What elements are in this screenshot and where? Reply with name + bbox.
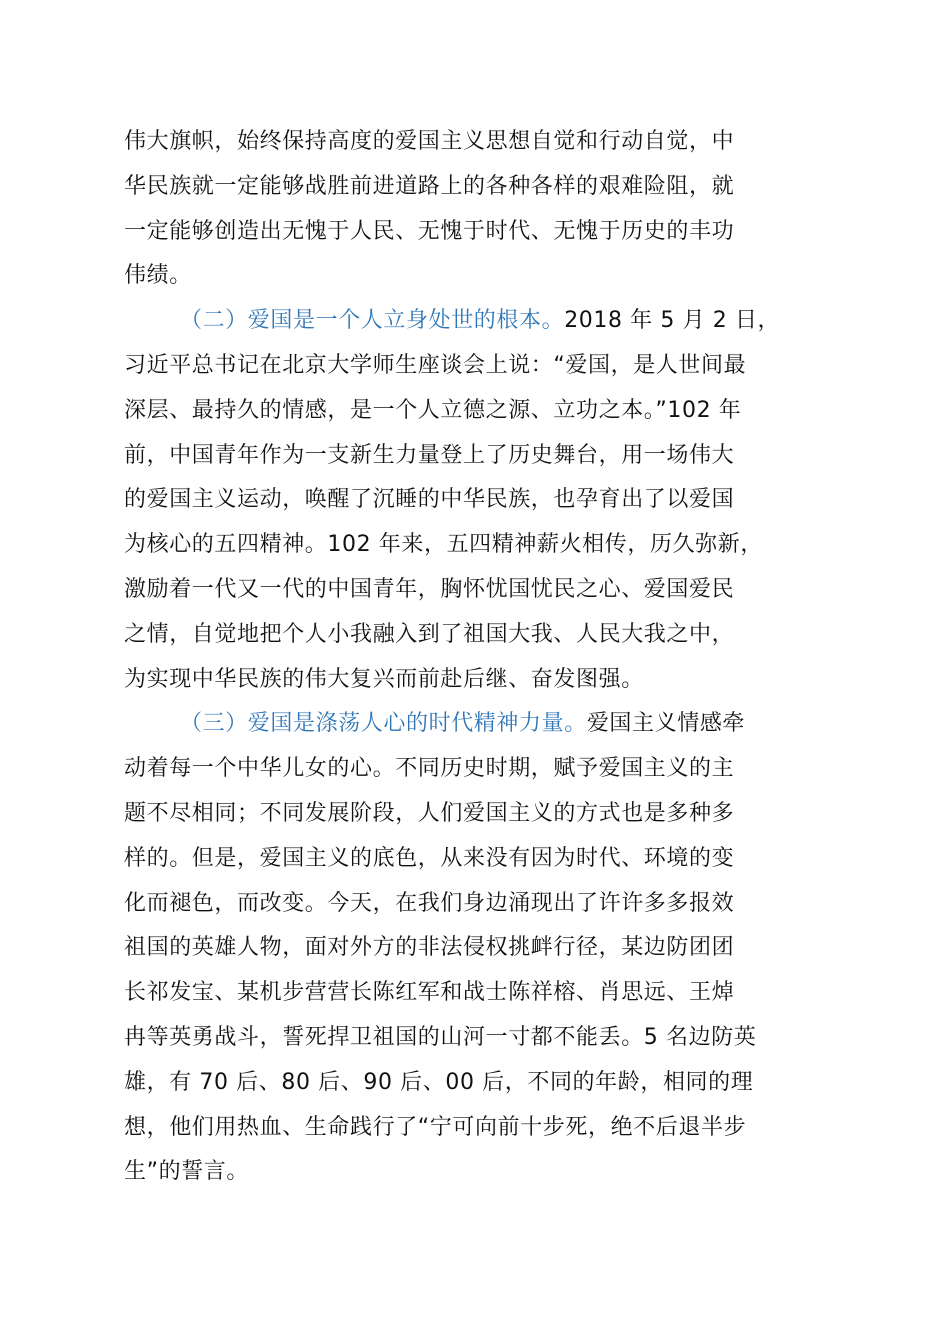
- text-line: 样的。但是，爱国主义的底色，从来没有因为时代、环境的变: [124, 845, 735, 871]
- text-line: 为实现中华民族的伟大复兴而前赴后继、奋发图强。: [124, 666, 644, 692]
- text-line: 为核心的五四精神。102 年来，五四精神薪火相传，历久弥新，: [124, 532, 763, 558]
- text-span: 爱国主义情感牵: [586, 711, 746, 737]
- text-line: 的爱国主义运动，唤醒了沉睡的中华民族，也孕育出了以爱国: [124, 487, 735, 513]
- section-heading-2: （二）爱国是一个人立身处世的根本。: [180, 308, 565, 334]
- text-line: 生”的誓言。: [124, 1159, 249, 1185]
- text-line: 想，他们用热血、生命践行了“宁可向前十步死，绝不后退半步: [124, 1114, 747, 1140]
- text-line: 华民族就一定能够战胜前进道路上的各种各样的艰难险阻，就: [124, 173, 735, 199]
- text-span: 2018 年 5 月 2 日，: [564, 308, 781, 334]
- text-line: 化而褪色，而改变。今天，在我们身边涌现出了许许多多报效: [124, 890, 735, 916]
- text-line: 动着每一个中华儿女的心。不同历史时期，赋予爱国主义的主: [124, 756, 735, 782]
- paragraph-1: [124, 120, 840, 299]
- text-line: 习近平总书记在北京大学师生座谈会上说：“爱国，是人世间最: [124, 352, 747, 378]
- text-line: 题不尽相同；不同发展阶段，人们爱国主义的方式也是多种多: [124, 800, 735, 826]
- text-line: 一定能够创造出无愧于人民、无愧于时代、无愧于历史的丰功: [124, 218, 735, 244]
- text-line: 前，中国青年作为一支新生力量登上了历史舞台，用一场伟大: [124, 442, 735, 468]
- paragraph-first-line: [124, 299, 840, 344]
- document-body: [124, 120, 840, 1195]
- text-line: 伟大旗帜，始终保持高度的爱国主义思想自觉和行动自觉，中: [124, 129, 735, 154]
- text-line: 冉等英勇战斗，誓死捍卫祖国的山河一寸都不能丢。5 名边防英: [124, 1024, 757, 1050]
- section-heading-3: （三）爱国是涤荡人心的时代精神力量。: [180, 711, 587, 737]
- text-line: 深层、最持久的情感，是一个人立德之源、立功之本。”102 年: [124, 397, 742, 423]
- text-line: 激励着一代又一代的中国青年，胸怀忧国忧民之心、爱国爱民: [124, 576, 735, 602]
- text-line: 长祁发宝、某机步营营长陈红军和战士陈祥榕、肖思远、王焯: [124, 980, 735, 1006]
- paragraph-3: [124, 702, 840, 1195]
- text-line: 雄，有 70 后、80 后、90 后、00 后，不同的年龄，相同的理: [124, 1069, 754, 1095]
- text-line: 祖国的英雄人物，面对外方的非法侵权挑衅行径，某边防团团: [124, 935, 735, 961]
- text-line: 伟绩。: [124, 263, 192, 289]
- text-line: 之情，自觉地把个人小我融入到了祖国大我、人民大我之中，: [124, 621, 735, 647]
- paragraph-2: [124, 299, 840, 702]
- paragraph-first-line: [124, 702, 840, 747]
